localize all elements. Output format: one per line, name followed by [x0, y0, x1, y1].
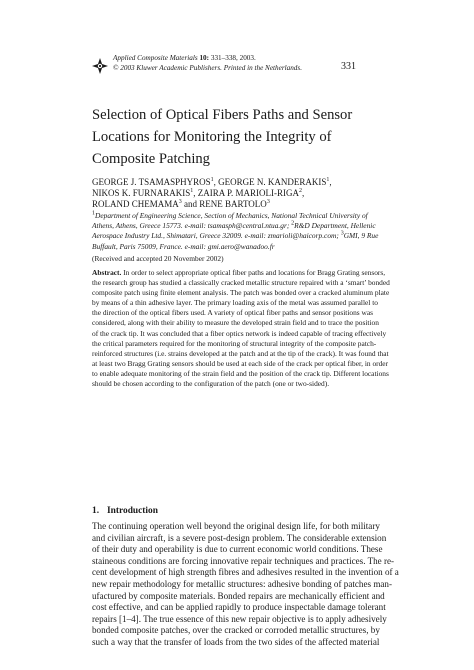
author-affil-mark: 3 [178, 199, 182, 206]
author-affil-mark: 1 [190, 188, 194, 195]
abstract-line: the critical parameters required for the monitoring of structural integrity of the composite patch- [92, 338, 377, 348]
affiliation-text: Athens, Athens, Greece 15773. e-mail: tsamasph@central.ntua.gr; [92, 221, 290, 231]
author-line [92, 188, 332, 199]
section-title: Introduction [107, 506, 158, 516]
body-line: repairs [1–4]. The true essence of this new repair objective is to apply adhesively [92, 613, 387, 624]
body-line: such a way that the transfer of loads from the two sides of the affected material [92, 636, 380, 647]
author-separator: , [329, 177, 332, 187]
abstract-line: by means of a thin adhesive layer. The primary loading axis of the metal was assumed parallel to [92, 298, 378, 308]
affiliation-text: R&D Department, Hellenic [294, 221, 376, 231]
author-name: and RENE BARTOLO [181, 199, 267, 210]
abstract-line: should be chosen according to the configuration of the patch (one or two-sided). [92, 379, 330, 389]
body-line: The continuing operation well beyond the original design life, for both military [92, 521, 380, 531]
abstract-line: the direction of the optical fibers used. A variety of optical fiber paths and sensor positions was [92, 308, 373, 318]
body-text [92, 521, 399, 649]
body-line: and civilian aircraft, is a severe post-design problem. The considerable extension [92, 532, 387, 543]
body-line: cent development of high strength fibres and adhesives resulted in the invention of a [92, 567, 399, 578]
author-affil-mark: 2 [299, 188, 303, 195]
author-line [92, 177, 332, 188]
received-date: (Received and accepted 20 November 2002) [92, 254, 224, 263]
title-line: Composite Patching [92, 151, 210, 167]
abstract-line: composite patch using finite element analysis. The patch was bonded over a cracked aluminum plate [92, 288, 390, 298]
section-number: 1. [92, 506, 100, 516]
abstract [92, 268, 388, 389]
author-name: GEORGE J. TSAMASPHYROS [92, 177, 211, 187]
body-line: ufactured by composite materials. Bonded repairs are mechanically efficient and [92, 590, 385, 601]
abstract-line: at least two Bragg Grating sensors should be used at each side of the crack per optical fiber, in order [92, 358, 389, 368]
body-line: new repair methodology for metallic structures: adhesive bonding of patches man- [92, 578, 393, 589]
abstract-text: In order to select appropriate optical fiber paths and locations for Bragg Grating sensors, [121, 268, 386, 277]
journal-name: Applied Composite Materials [113, 54, 198, 62]
abstract-line: to enable adequate monitoring of the strain field and the position of the crack tip. Different locations [92, 368, 389, 378]
journal-header [113, 53, 302, 73]
author-affil-mark: 1 [210, 177, 214, 183]
affiliation-line [92, 231, 387, 241]
publisher-logo-icon [91, 57, 109, 75]
affil-mark: 2 [291, 220, 295, 227]
affiliation-text: Department of Engineering Science, Section of Mechanics, National Technical University of [95, 211, 368, 220]
abstract-line: reinforced structures (i.e. strains developed at the patch and at the tip of the crack). It was found that [92, 348, 389, 358]
author-name: NIKOS K. FURNARAKIS [92, 188, 191, 199]
title-line: Selection of Optical Fibers Paths and Sensor [92, 107, 353, 123]
journal-pages: 331–338, 2003. [210, 54, 256, 62]
body-line: of their duty and operability is due to current economic world conditions. These [92, 544, 383, 555]
affiliation-line [92, 221, 387, 231]
affiliation-text: GMI, 9 Rue [343, 231, 379, 241]
body-line: staineous conditions are forcing innovative repair techniques and practices. The re- [92, 555, 395, 566]
section-heading [92, 506, 158, 516]
page-number: 331 [341, 61, 356, 72]
affiliations [92, 211, 387, 252]
author-line [92, 199, 332, 210]
author-list [92, 177, 332, 211]
journal-volume: 10: [199, 54, 210, 62]
journal-copyright: © 2003 Kluwer Academic Publishers. Printed in the Netherlands. [113, 64, 302, 72]
abstract-line [92, 268, 388, 278]
affiliation-line: Buffault, Paris 75009, France. e-mail: gmi.aero@wanadoo.fr [92, 241, 275, 251]
affiliation-line [92, 211, 387, 221]
abstract-line: the research group has studied a classically cracked metallic structure repaired with a ‘smart’ bonded [92, 278, 390, 288]
body-line: cost effective, and can be applied rapidly to produce inspectable damage tolerant [92, 602, 386, 613]
author-separator: , [302, 188, 305, 199]
author-affil-mark: 1 [326, 177, 330, 183]
paper-title [92, 104, 392, 170]
author-affil-mark: 3 [266, 199, 270, 206]
body-line: bonded composite patches, over the cracked or corroded metallic structures, by [92, 625, 380, 636]
abstract-line: considered, along with their ability to measure the developed strain field and to trace the position [92, 318, 379, 328]
author-name: , GEORGE N. KANDERAKIS [213, 177, 327, 187]
affiliation-text: Aerospace Industry Ltd., Shimatari, Greece 32009. e-mail: zmarioli@haicorp.com; [92, 231, 339, 241]
abstract-label: Abstract. [92, 268, 122, 277]
abstract-line: of the crack tip. It was concluded that a fiber optics network is indeed capable of tracing effectively [92, 328, 387, 338]
author-name: , ZAIRA P. MARIOLI-RIGA [193, 188, 300, 199]
affil-mark: 3 [340, 230, 344, 237]
title-line: Locations for Monitoring the Integrity of [92, 129, 332, 145]
affil-mark: 1 [92, 210, 95, 217]
author-name: ROLAND CHEMAMA [92, 199, 179, 210]
